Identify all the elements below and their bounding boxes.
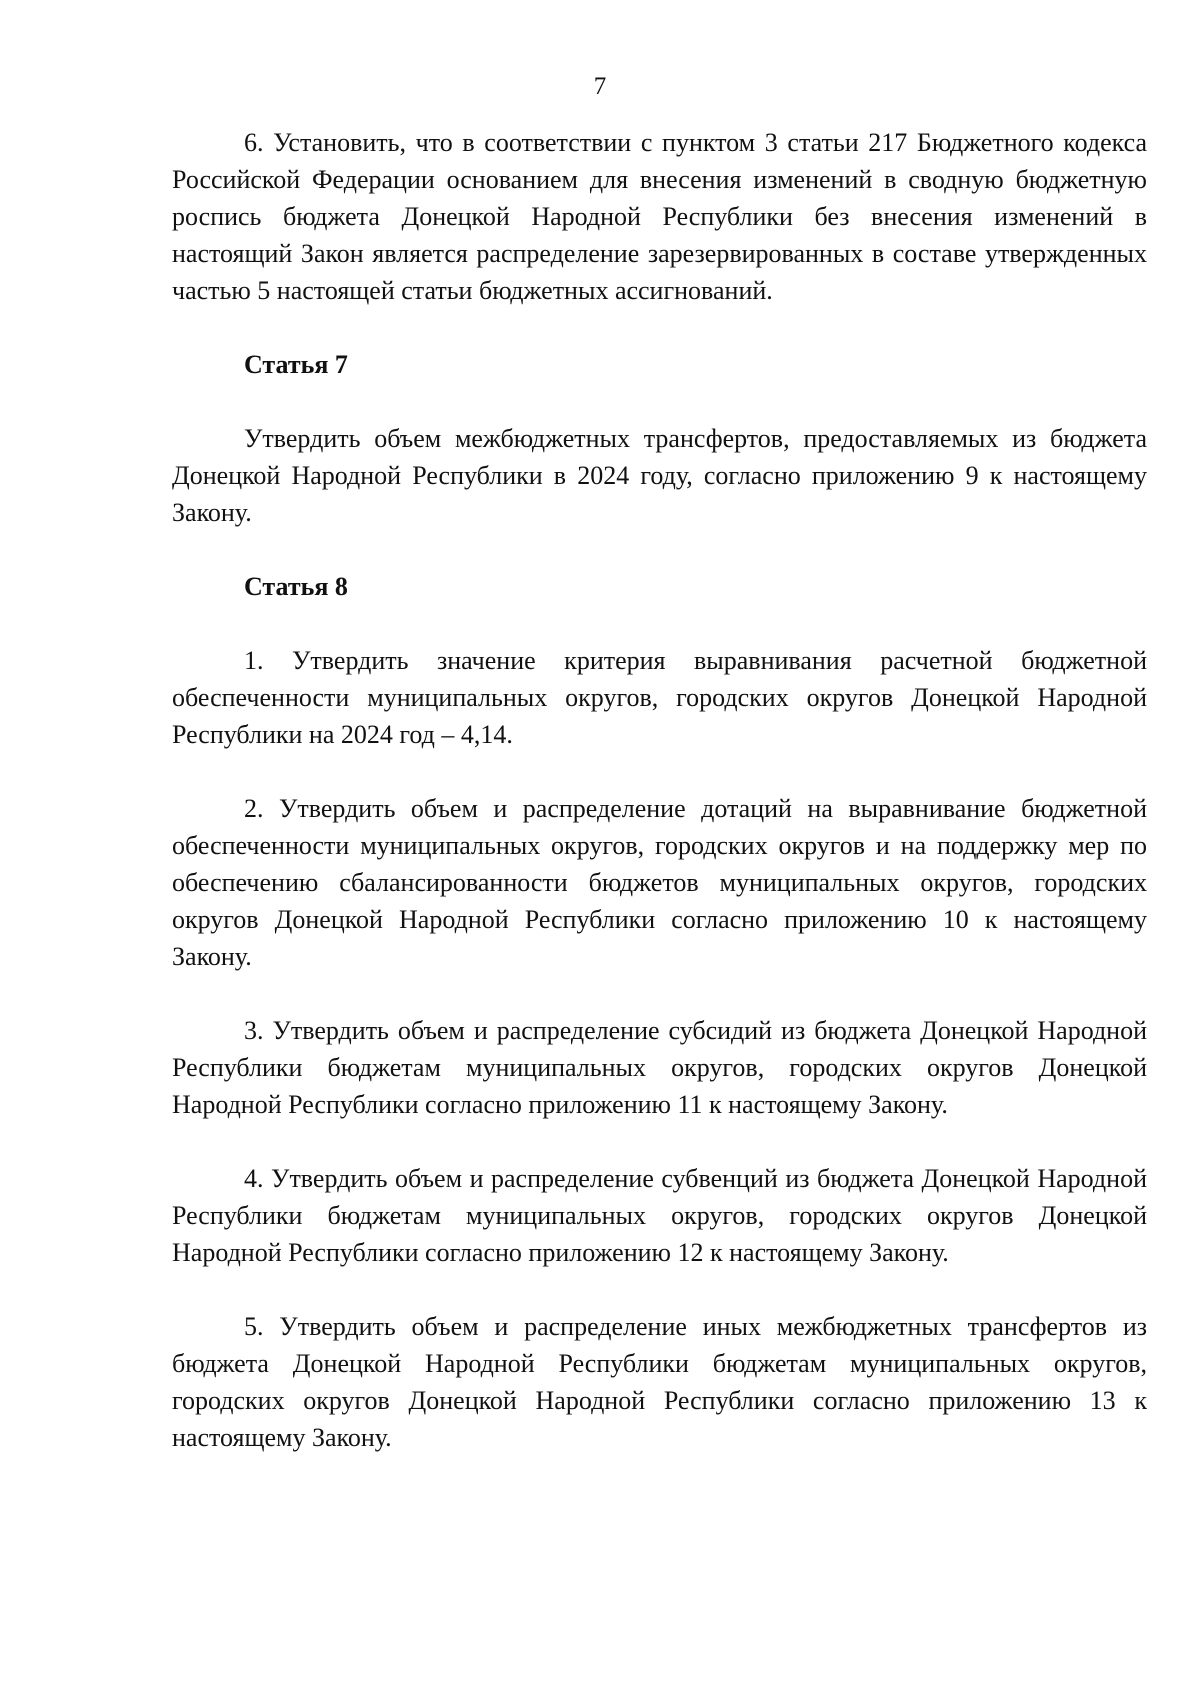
article-8-heading: Статья 8	[244, 572, 348, 601]
page-number: 7	[593, 73, 607, 100]
article-8-paragraph-2: 2. Утвердить объем и распределение дотаций на выравнивание бюджетной обеспеченности муниципальных округов, городских округов и на поддержку мер по обеспечению сбалансированности бюджетов муниципальных округов, городских округов Донецкой Народной Республики согласно приложению 10 к настоящему Закону.	[172, 794, 1147, 971]
article-8-paragraph-4: 4. Утвердить объем и распределение субвенций из бюджета Донецкой Народной Республики бюджетам муниципальных округов, городских округов Донецкой Народной Республики согласно приложению 12 к настоящему Закону.	[172, 1164, 1147, 1267]
article-7-heading: Статья 7	[244, 350, 348, 379]
article-8-paragraph-5: 5. Утвердить объем и распределение иных межбюджетных трансфертов из бюджета Донецкой Народной Республики бюджетам муниципальных округов, городских округов Донецкой Народной Республики согласно приложению 13 к настоящему Закону.	[172, 1312, 1147, 1452]
article-8-paragraph-1: 1. Утвердить значение критерия выравнивания расчетной бюджетной обеспеченности муниципальных округов, городских округов Донецкой Народной Республики на 2024 год – 4,14.	[172, 646, 1147, 749]
paragraph-6: 6. Установить, что в соответствии с пунктом 3 статьи 217 Бюджетного кодекса Российской Федерации основанием для внесения изменений в сводную бюджетную роспись бюджета Донецкой Народной Республики без внесения изменений в настоящий Закон является распределение зарезервированных в составе утвержденных частью 5 настоящей статьи бюджетных ассигнований.	[172, 128, 1147, 305]
article-8-paragraph-3: 3. Утвердить объем и распределение субсидий из бюджета Донецкой Народной Республики бюджетам муниципальных округов, городских округов Донецкой Народной Республики согласно приложению 11 к настоящему Закону.	[172, 1016, 1147, 1119]
document-body	[172, 124, 1147, 1456]
article-7-text: Утвердить объем межбюджетных трансфертов, предоставляемых из бюджета Донецкой Народной Республики в 2024 году, согласно приложению 9 к настоящему Закону.	[172, 424, 1147, 527]
